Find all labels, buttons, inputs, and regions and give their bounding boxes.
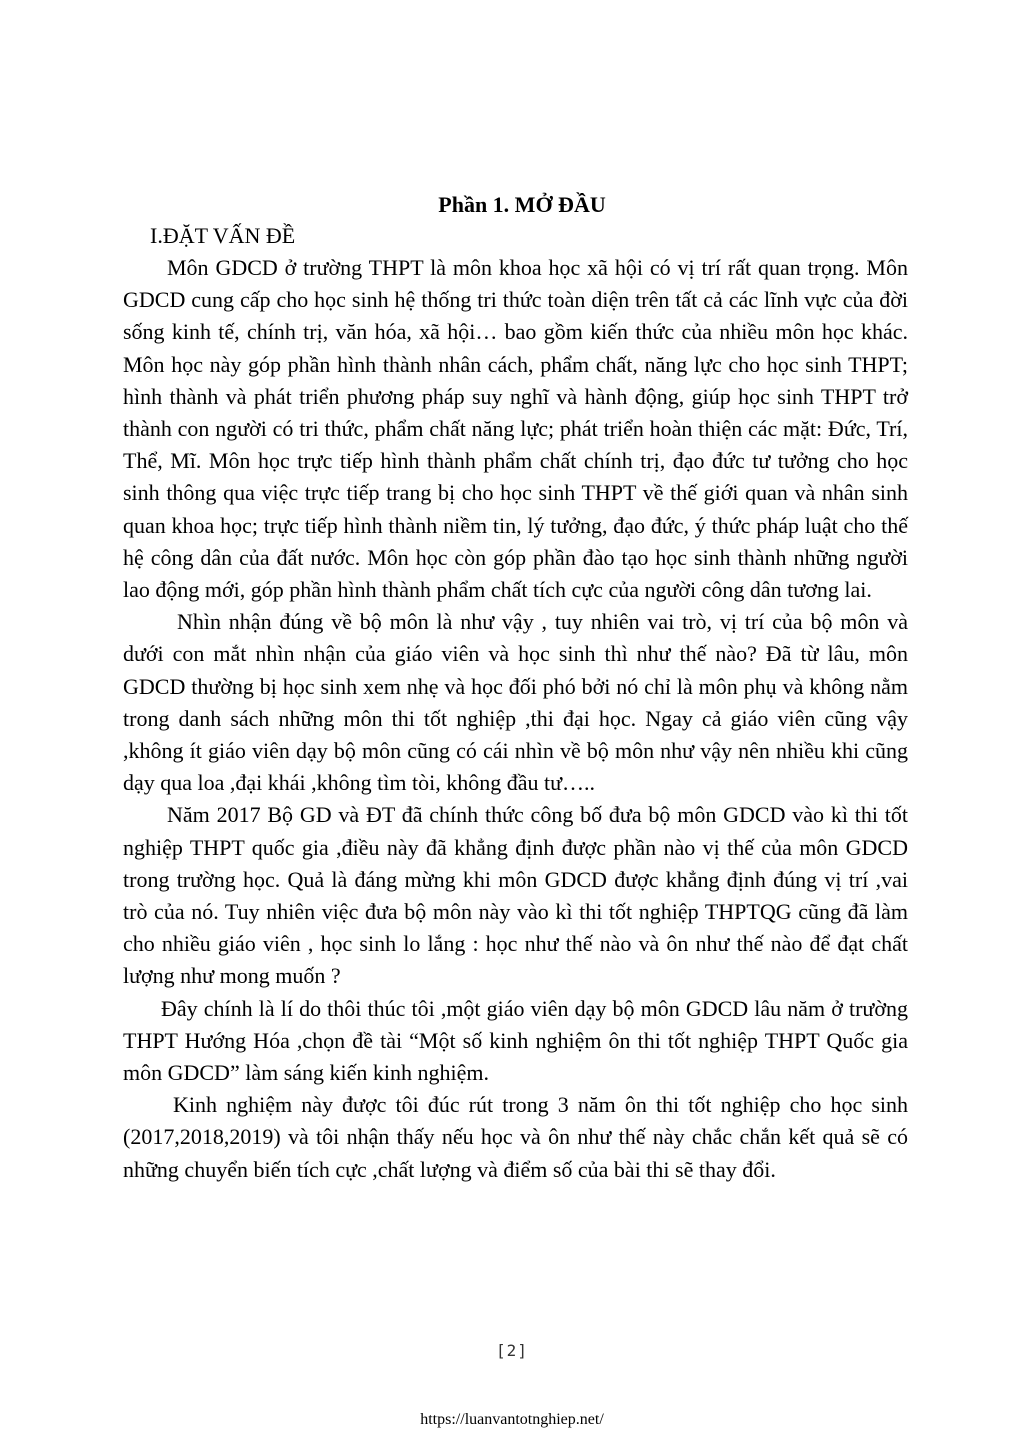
body-text — [123, 252, 908, 1186]
paragraph-1: Môn GDCD ở trường THPT là môn khoa học xã hội có vị trí rất quan trọng. Môn GDCD cung cấp cho học sinh hệ thống tri thức toàn diện trên tất cả các lĩnh vực của đời sống kinh tế, chính trị, văn hóa, xã hội… bao gồm kiến thức của nhiều môn học khác. Môn học này góp phần hình thành nhân cách, phẩm chất, năng lực cho học sinh THPT; hình thành và phát triển phương pháp suy nghĩ và hành động, giúp học sinh THPT trở thành con người có tri thức, phẩm chất năng lực; phát triển hoàn thiện các mặt: Đức, Trí, Thể, Mĩ. Môn học trực tiếp hình thành phẩm chất chính trị, đạo đức tư tưởng cho học sinh thông qua việc trực tiếp trang bị cho học sinh THPT về thế giới quan và nhân sinh quan khoa học; trực tiếp hình thành niềm tin, lý tưởng, đạo đức, ý thức pháp luật cho thế hệ công dân của đất nước. Môn học còn góp phần đào tạo học sinh thành những người lao động mới, góp phần hình thành phẩm chất tích cực của người công dân tương lai. — [123, 255, 908, 603]
paragraph-2: Nhìn nhận đúng về bộ môn là như vậy , tuy nhiên vai trò, vị trí của bộ môn và dưới con mắt nhìn nhận của giáo viên và học sinh thì như thế nào? Đã từ lâu, môn GDCD thường bị học sinh xem nhẹ và học đối phó bởi nó chỉ là môn phụ và không nằm trong danh sách những môn thi tốt nghiệp ,thi đại học. Ngay cả giáo viên cũng vậy ,không ít giáo viên dạy bộ môn cũng có cái nhìn về bộ môn như vậy nên nhiều khi cũng dạy qua loa ,đại khái ,không tìm tòi, không đầu tư….. — [123, 609, 908, 796]
page-number: [2] — [496, 1341, 528, 1360]
chapter-title: Phần 1. MỞ ĐẦU — [438, 192, 606, 217]
paragraph-3: Năm 2017 Bộ GD và ĐT đã chính thức công bố đưa bộ môn GDCD vào kì thi tốt nghiệp THPT quốc gia ,điều này đã khẳng định được phần nào vị thế của môn GDCD trong trường học. Quả là đáng mừng khi môn GDCD được khẳng định đúng vị trí ,vai trò của nó. Tuy nhiên việc đưa bộ môn này vào kì thi tốt nghiệp THPTQG cũng đã làm cho nhiều giáo viên , học sinh lo lắng : học như thế nào và ôn như thế nào để đạt chất lượng như mong muốn ? — [123, 802, 908, 989]
paragraph-4: Đây chính là lí do thôi thúc tôi ,một giáo viên dạy bộ môn GDCD lâu năm ở trường THPT Hướng Hóa ,chọn đề tài “Một số kinh nghiệm ôn thi tốt nghiệp THPT Quốc gia môn GDCD” làm sáng kiến kinh nghiệm. — [123, 995, 908, 1086]
footer-url[interactable]: https://luanvantotnghiep.net/ — [420, 1411, 604, 1428]
section-heading: I.ĐẶT VẤN ĐỀ — [150, 223, 296, 248]
paragraph-5: Kinh nghiệm này được tôi đúc rút trong 3 năm ôn thi tốt nghiệp cho học sinh (2017,2018,2019) và tôi nhận thấy nếu học và ôn như thế này chắc chắn kết quả sẽ có những chuyển biến tích cực ,chất lượng và điểm số của bài thi sẽ thay đổi. — [123, 1092, 908, 1182]
